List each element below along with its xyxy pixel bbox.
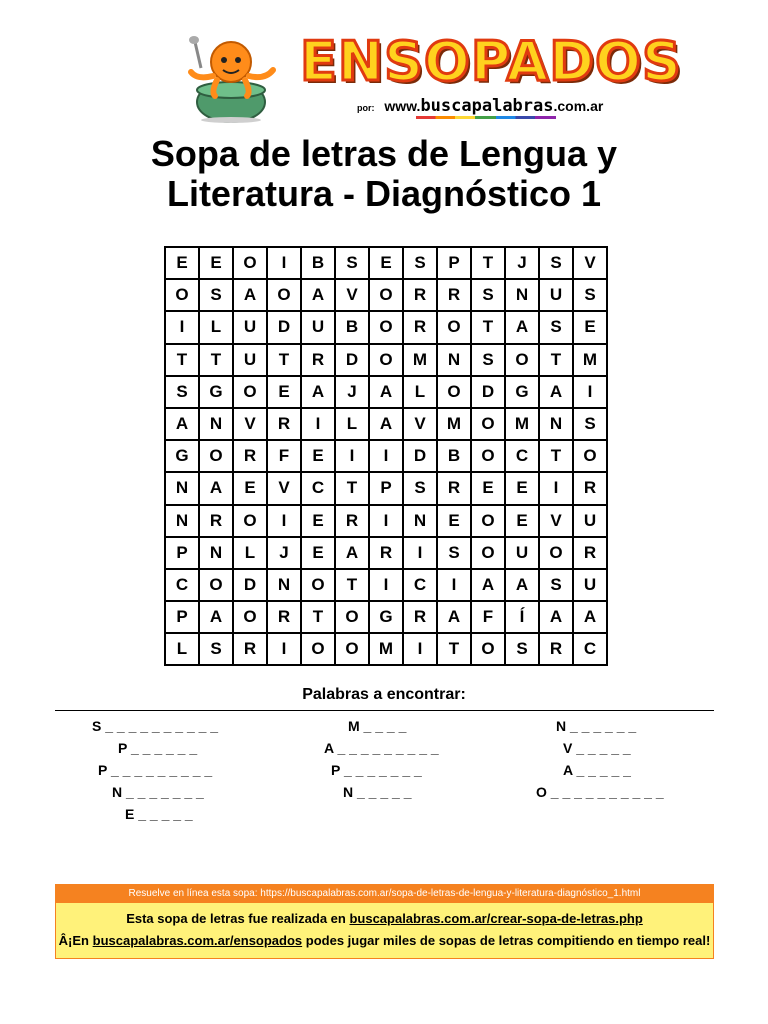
- grid-cell[interactable]: U: [233, 311, 267, 343]
- grid-cell[interactable]: F: [267, 440, 301, 472]
- grid-row: [165, 537, 607, 569]
- word-hint: A _ _ _ _ _ _ _ _ _: [324, 740, 439, 756]
- grid-cell[interactable]: O: [165, 279, 199, 311]
- grid-cell[interactable]: T: [471, 247, 505, 279]
- grid-cell[interactable]: R: [437, 279, 471, 311]
- grid-cell[interactable]: I: [539, 472, 573, 504]
- grid-row: [165, 505, 607, 537]
- grid-cell[interactable]: O: [471, 633, 505, 665]
- grid-cell[interactable]: U: [573, 569, 607, 601]
- grid-cell[interactable]: I: [369, 505, 403, 537]
- grid-cell[interactable]: E: [437, 505, 471, 537]
- grid-cell[interactable]: I: [369, 569, 403, 601]
- grid-cell[interactable]: A: [199, 472, 233, 504]
- grid-row: [165, 344, 607, 376]
- grid-cell[interactable]: T: [199, 344, 233, 376]
- grid-cell[interactable]: N: [437, 344, 471, 376]
- grid-cell[interactable]: T: [335, 472, 369, 504]
- grid-cell[interactable]: A: [199, 601, 233, 633]
- divider: [55, 710, 714, 711]
- grid-cell[interactable]: L: [335, 408, 369, 440]
- grid-cell[interactable]: A: [471, 569, 505, 601]
- grid-cell[interactable]: L: [165, 633, 199, 665]
- ensopados-link[interactable]: buscapalabras.com.ar/ensopados: [92, 933, 303, 948]
- grid-cell[interactable]: S: [573, 408, 607, 440]
- grid-cell[interactable]: S: [199, 633, 233, 665]
- grid-cell[interactable]: F: [471, 601, 505, 633]
- grid-cell[interactable]: O: [369, 311, 403, 343]
- grid-cell[interactable]: C: [505, 440, 539, 472]
- word-hint: O _ _ _ _ _ _ _ _ _ _: [536, 784, 664, 800]
- grid-cell[interactable]: D: [267, 311, 301, 343]
- brand-byline: [357, 96, 603, 116]
- grid-cell[interactable]: O: [233, 505, 267, 537]
- grid-cell[interactable]: S: [403, 472, 437, 504]
- grid-cell[interactable]: I: [267, 247, 301, 279]
- grid-cell[interactable]: J: [267, 537, 301, 569]
- grid-cell[interactable]: I: [267, 505, 301, 537]
- grid-cell[interactable]: O: [335, 633, 369, 665]
- grid-cell[interactable]: S: [539, 569, 573, 601]
- grid-cell[interactable]: G: [199, 376, 233, 408]
- grid-cell[interactable]: V: [573, 247, 607, 279]
- grid-cell[interactable]: R: [403, 601, 437, 633]
- grid-cell[interactable]: P: [165, 537, 199, 569]
- grid-cell[interactable]: S: [539, 311, 573, 343]
- grid-cell[interactable]: O: [233, 247, 267, 279]
- grid-cell[interactable]: L: [233, 537, 267, 569]
- grid-cell[interactable]: V: [267, 472, 301, 504]
- page-title: [0, 134, 768, 214]
- grid-cell[interactable]: O: [539, 537, 573, 569]
- word-hint: V _ _ _ _ _: [563, 740, 631, 756]
- grid-cell[interactable]: R: [403, 311, 437, 343]
- grid-cell[interactable]: E: [573, 311, 607, 343]
- grid-cell[interactable]: S: [505, 633, 539, 665]
- grid-cell[interactable]: R: [233, 440, 267, 472]
- grid-cell[interactable]: E: [505, 505, 539, 537]
- grid-cell[interactable]: J: [505, 247, 539, 279]
- footer-line-1: Esta sopa de letras fue realizada en buscapalabras.com.ar/crear-sopa-de-letras.php: [126, 911, 643, 926]
- grid-cell[interactable]: N: [165, 472, 199, 504]
- grid-cell[interactable]: N: [199, 537, 233, 569]
- grid-cell[interactable]: E: [471, 472, 505, 504]
- grid-cell[interactable]: I: [301, 408, 335, 440]
- grid-cell[interactable]: N: [199, 408, 233, 440]
- grid-cell[interactable]: A: [573, 601, 607, 633]
- grid-row: [165, 440, 607, 472]
- grid-cell[interactable]: O: [335, 601, 369, 633]
- grid-row: [165, 311, 607, 343]
- grid-cell[interactable]: O: [471, 440, 505, 472]
- grid-cell[interactable]: R: [267, 408, 301, 440]
- grid-cell[interactable]: C: [301, 472, 335, 504]
- grid-cell[interactable]: G: [165, 440, 199, 472]
- grid-cell[interactable]: A: [437, 601, 471, 633]
- grid-cell[interactable]: M: [403, 344, 437, 376]
- grid-row: [165, 472, 607, 504]
- title-line-1: Sopa de letras de Lengua y: [150, 133, 618, 174]
- rainbow-underline: [416, 116, 556, 119]
- grid-cell[interactable]: I: [165, 311, 199, 343]
- grid-cell[interactable]: R: [233, 633, 267, 665]
- grid-cell[interactable]: V: [403, 408, 437, 440]
- grid-row: [165, 408, 607, 440]
- grid-cell[interactable]: R: [335, 505, 369, 537]
- grid-cell[interactable]: M: [505, 408, 539, 440]
- word-hint: N _ _ _ _ _ _: [556, 718, 637, 734]
- grid-cell[interactable]: E: [165, 247, 199, 279]
- grid-cell[interactable]: U: [573, 505, 607, 537]
- grid-cell[interactable]: S: [199, 279, 233, 311]
- grid-cell[interactable]: S: [471, 344, 505, 376]
- grid-cell[interactable]: M: [369, 633, 403, 665]
- brand-logo: ENSOPADOS: [300, 30, 682, 93]
- grid-cell[interactable]: R: [301, 344, 335, 376]
- word-search-grid: [164, 246, 608, 666]
- word-hint: M _ _ _ _: [348, 718, 407, 734]
- grid-cell[interactable]: R: [539, 633, 573, 665]
- grid-cell[interactable]: O: [369, 279, 403, 311]
- grid-cell[interactable]: O: [233, 376, 267, 408]
- grid-cell[interactable]: A: [539, 376, 573, 408]
- grid-cell[interactable]: B: [335, 311, 369, 343]
- grid-cell[interactable]: I: [573, 376, 607, 408]
- footer-info-box: [55, 903, 714, 959]
- grid-cell[interactable]: U: [301, 311, 335, 343]
- grid-cell[interactable]: T: [165, 344, 199, 376]
- grid-cell[interactable]: S: [437, 537, 471, 569]
- grid-cell[interactable]: T: [539, 344, 573, 376]
- words-heading: Palabras a encontrar:: [302, 686, 466, 703]
- grid-cell[interactable]: E: [369, 247, 403, 279]
- grid-cell[interactable]: T: [301, 601, 335, 633]
- grid-cell[interactable]: S: [539, 247, 573, 279]
- grid-cell[interactable]: L: [199, 311, 233, 343]
- grid-cell[interactable]: E: [267, 376, 301, 408]
- grid-cell[interactable]: B: [301, 247, 335, 279]
- grid-row: [165, 279, 607, 311]
- grid-cell[interactable]: A: [301, 279, 335, 311]
- grid-cell[interactable]: R: [437, 472, 471, 504]
- grid-cell[interactable]: S: [335, 247, 369, 279]
- grid-row: [165, 633, 607, 665]
- grid-cell[interactable]: U: [505, 537, 539, 569]
- grid-cell[interactable]: C: [573, 633, 607, 665]
- grid-cell[interactable]: P: [369, 472, 403, 504]
- grid-cell[interactable]: N: [539, 408, 573, 440]
- grid-cell[interactable]: R: [573, 537, 607, 569]
- grid-cell[interactable]: P: [437, 247, 471, 279]
- grid-cell[interactable]: A: [301, 376, 335, 408]
- word-hint: A _ _ _ _ _: [563, 762, 631, 778]
- grid-cell[interactable]: O: [471, 408, 505, 440]
- grid-cell[interactable]: I: [437, 569, 471, 601]
- grid-cell[interactable]: B: [437, 440, 471, 472]
- word-hint: E _ _ _ _ _: [125, 806, 193, 822]
- create-puzzle-link[interactable]: buscapalabras.com.ar/crear-sopa-de-letras.php: [349, 911, 643, 926]
- grid-cell[interactable]: N: [165, 505, 199, 537]
- grid-cell[interactable]: N: [267, 569, 301, 601]
- grid-cell[interactable]: T: [437, 633, 471, 665]
- footer-line-2: Â¡En buscapalabras.com.ar/ensopados podes jugar miles de sopas de letras compitiendo en tiempo real!: [58, 933, 711, 948]
- grid-cell[interactable]: U: [233, 344, 267, 376]
- grid-cell[interactable]: C: [403, 569, 437, 601]
- grid-cell[interactable]: I: [267, 633, 301, 665]
- grid-cell[interactable]: M: [573, 344, 607, 376]
- grid-cell[interactable]: T: [267, 344, 301, 376]
- grid-cell[interactable]: O: [471, 537, 505, 569]
- grid-cell[interactable]: A: [369, 376, 403, 408]
- grid-cell[interactable]: T: [539, 440, 573, 472]
- grid-cell[interactable]: E: [301, 537, 335, 569]
- grid-cell[interactable]: E: [505, 472, 539, 504]
- grid-cell[interactable]: T: [335, 569, 369, 601]
- grid-cell[interactable]: E: [233, 472, 267, 504]
- grid-cell[interactable]: I: [403, 633, 437, 665]
- grid-cell[interactable]: N: [403, 505, 437, 537]
- grid-cell[interactable]: G: [369, 601, 403, 633]
- by-label: por:: [357, 103, 375, 113]
- word-hint: N _ _ _ _ _ _ _: [112, 784, 204, 800]
- grid-cell[interactable]: V: [539, 505, 573, 537]
- grid-cell[interactable]: C: [165, 569, 199, 601]
- grid-cell[interactable]: A: [233, 279, 267, 311]
- grid-cell[interactable]: A: [539, 601, 573, 633]
- octopus-mascot-icon: [185, 32, 277, 124]
- grid-cell[interactable]: E: [199, 247, 233, 279]
- grid-cell[interactable]: O: [437, 376, 471, 408]
- grid-cell[interactable]: D: [471, 376, 505, 408]
- online-solve-banner[interactable]: Resuelve en línea esta sopa: https://buscapalabras.com.ar/sopa-de-letras-de-lengua-y-literatura-diagnóstico_1.html: [55, 884, 714, 903]
- grid-cell[interactable]: S: [573, 279, 607, 311]
- word-hint: P _ _ _ _ _ _ _ _ _: [98, 762, 213, 778]
- header: [0, 28, 768, 128]
- grid-cell[interactable]: V: [233, 408, 267, 440]
- grid-row: [165, 247, 607, 279]
- grid-cell[interactable]: D: [233, 569, 267, 601]
- grid-cell[interactable]: I: [403, 537, 437, 569]
- grid-cell[interactable]: D: [403, 440, 437, 472]
- grid-cell[interactable]: A: [505, 311, 539, 343]
- grid-row: [165, 601, 607, 633]
- grid-cell[interactable]: O: [267, 279, 301, 311]
- grid-cell[interactable]: J: [335, 376, 369, 408]
- grid-cell[interactable]: R: [267, 601, 301, 633]
- grid-cell[interactable]: I: [369, 440, 403, 472]
- grid-cell[interactable]: G: [505, 376, 539, 408]
- grid-cell[interactable]: P: [165, 601, 199, 633]
- grid-cell[interactable]: O: [471, 505, 505, 537]
- grid-cell[interactable]: O: [369, 344, 403, 376]
- grid-cell[interactable]: S: [403, 247, 437, 279]
- grid-cell[interactable]: O: [233, 601, 267, 633]
- site-link[interactable]: www.buscapalabras.com.ar: [384, 96, 604, 116]
- grid-cell[interactable]: O: [505, 344, 539, 376]
- grid-row: [165, 569, 607, 601]
- grid-cell[interactable]: I: [335, 440, 369, 472]
- grid-cell[interactable]: O: [199, 440, 233, 472]
- grid-cell[interactable]: R: [199, 505, 233, 537]
- grid-cell[interactable]: N: [505, 279, 539, 311]
- grid-row: [165, 376, 607, 408]
- grid-cell[interactable]: T: [471, 311, 505, 343]
- grid-cell[interactable]: D: [335, 344, 369, 376]
- word-hint: P _ _ _ _ _ _: [118, 740, 198, 756]
- grid-cell[interactable]: A: [335, 537, 369, 569]
- word-hint: P _ _ _ _ _ _ _: [331, 762, 422, 778]
- grid-cell[interactable]: M: [437, 408, 471, 440]
- grid-cell[interactable]: A: [505, 569, 539, 601]
- word-hint: N _ _ _ _ _: [343, 784, 412, 800]
- grid-cell[interactable]: O: [301, 569, 335, 601]
- grid-cell[interactable]: A: [369, 408, 403, 440]
- grid-cell[interactable]: U: [539, 279, 573, 311]
- grid-cell[interactable]: O: [437, 311, 471, 343]
- grid-cell[interactable]: R: [369, 537, 403, 569]
- grid-cell[interactable]: E: [301, 440, 335, 472]
- word-hint: S _ _ _ _ _ _ _ _ _ _: [92, 718, 219, 734]
- grid-cell[interactable]: R: [573, 472, 607, 504]
- grid-cell[interactable]: S: [165, 376, 199, 408]
- grid-cell[interactable]: A: [165, 408, 199, 440]
- grid-cell[interactable]: O: [301, 633, 335, 665]
- grid-cell[interactable]: L: [403, 376, 437, 408]
- grid-cell[interactable]: V: [335, 279, 369, 311]
- grid-cell[interactable]: O: [573, 440, 607, 472]
- grid-cell[interactable]: R: [403, 279, 437, 311]
- grid-cell[interactable]: O: [199, 569, 233, 601]
- title-line-2: Literatura - Diagnóstico 1: [166, 173, 602, 214]
- grid-cell[interactable]: Í: [505, 601, 539, 633]
- grid-cell[interactable]: S: [471, 279, 505, 311]
- grid-cell[interactable]: E: [301, 505, 335, 537]
